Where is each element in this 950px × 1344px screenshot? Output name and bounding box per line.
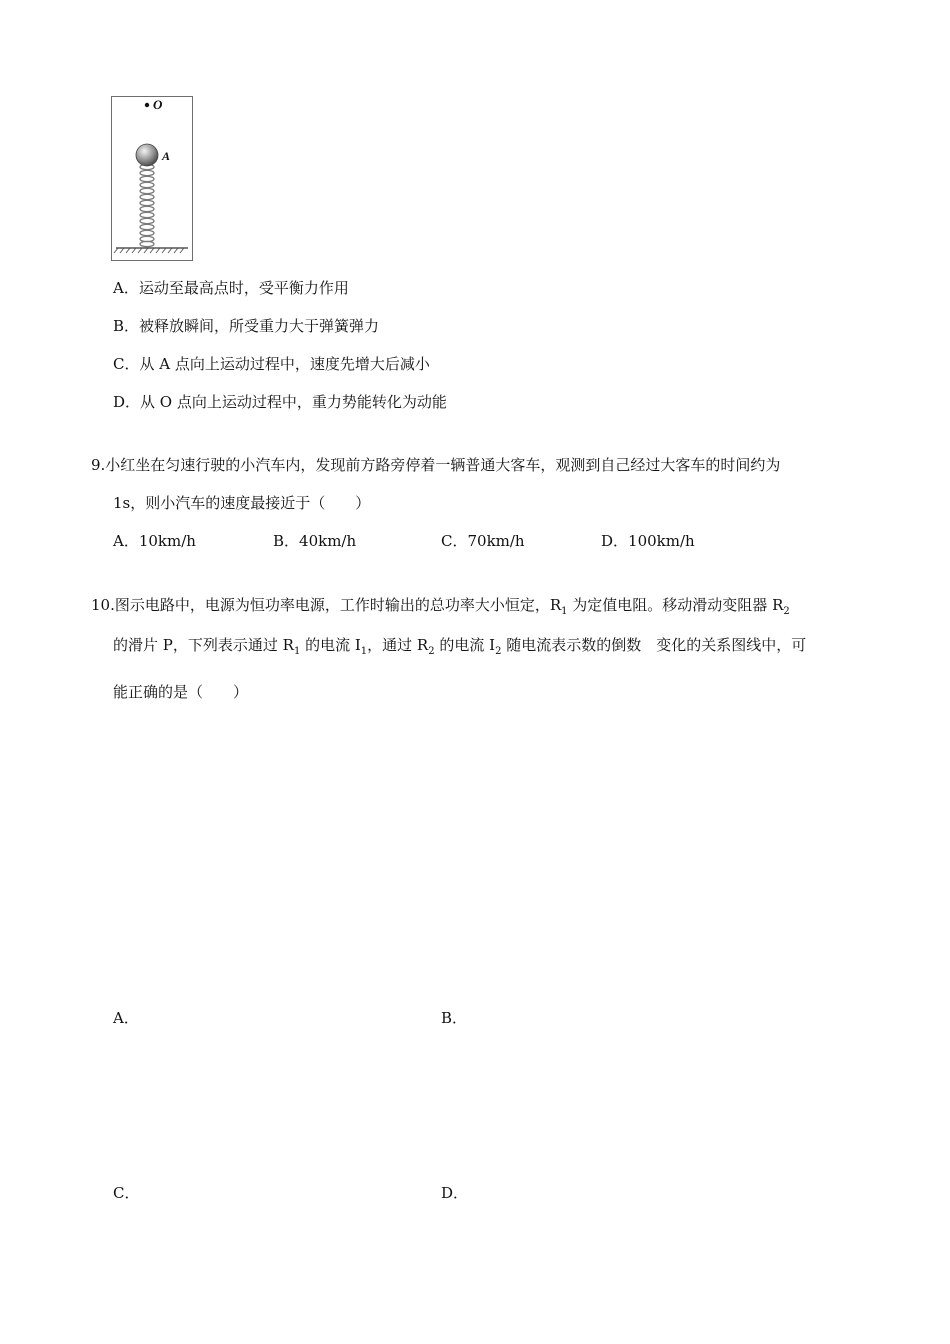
q10-option-a[interactable]: A． bbox=[113, 1009, 139, 1027]
ground bbox=[114, 248, 188, 253]
q9-stem-line2: 1s，则小汽车的速度最接近于（ ） bbox=[113, 494, 371, 512]
q10-stem-line2 bbox=[113, 634, 806, 655]
q9-option-a[interactable]: A．10km/h bbox=[113, 532, 196, 550]
ball bbox=[136, 144, 158, 166]
q10-option-c[interactable]: C． bbox=[113, 1184, 140, 1202]
spring-ball-diagram bbox=[112, 97, 192, 260]
q8-option-b[interactable]: B．被释放瞬间，所受重力大于弹簧弹力 bbox=[113, 317, 380, 335]
subscript-2: 2 bbox=[783, 606, 790, 617]
q9-stem-line1: 9.小红坐在匀速行驶的小汽车内，发现前方路旁停着一辆普通大客车，观测到自己经过大客车的时间约为 bbox=[91, 456, 781, 474]
q10-line2-text-b: 的电流 I bbox=[300, 636, 361, 654]
q10-line2-text-d: 的电流 I bbox=[434, 636, 496, 654]
q10-option-d[interactable]: D． bbox=[441, 1184, 469, 1202]
q10-line1-text-a: 10.图示电路中，电源为恒功率电源，工作时输出的总功率大小恒定，R bbox=[91, 596, 562, 614]
point-o-label: O bbox=[153, 97, 163, 112]
point-o-dot bbox=[145, 103, 149, 107]
q10-line2-text-c: ，通过 R bbox=[367, 636, 429, 654]
q10-stem-line1 bbox=[91, 594, 790, 615]
q10-line2-text-e: 随电流表示数的倒数 变化的关系图线中，可 bbox=[501, 636, 807, 654]
subscript-2: 2 bbox=[428, 646, 435, 657]
q8-option-d[interactable]: D．从 O 点向上运动过程中，重力势能转化为动能 bbox=[113, 393, 447, 411]
subscript-1: 1 bbox=[293, 646, 301, 657]
point-a-label: A bbox=[162, 149, 171, 163]
subscript-1: 1 bbox=[561, 606, 568, 617]
subscript-2: 2 bbox=[495, 646, 502, 657]
subscript-1: 1 bbox=[360, 646, 368, 657]
q8-option-a[interactable]: A．运动至最高点时，受平衡力作用 bbox=[113, 279, 349, 297]
q10-line2-text-a: 的滑片 P，下列表示通过 R bbox=[113, 636, 294, 654]
q10-stem-line3: 能正确的是（ ） bbox=[113, 683, 249, 701]
q9-option-c[interactable]: C．70km/h bbox=[441, 532, 525, 550]
q9-option-d[interactable]: D．100km/h bbox=[601, 532, 695, 550]
q10-line1-text-b: 为定值电阻。移动滑动变阻器 R bbox=[567, 596, 784, 614]
q8-option-c[interactable]: C．从 A 点向上运动过程中，速度先增大后减小 bbox=[113, 355, 430, 373]
spring-ball-figure bbox=[111, 96, 193, 261]
q9-option-b[interactable]: B．40km/h bbox=[273, 532, 357, 550]
q10-option-b[interactable]: B． bbox=[441, 1009, 468, 1027]
spring bbox=[140, 164, 154, 246]
